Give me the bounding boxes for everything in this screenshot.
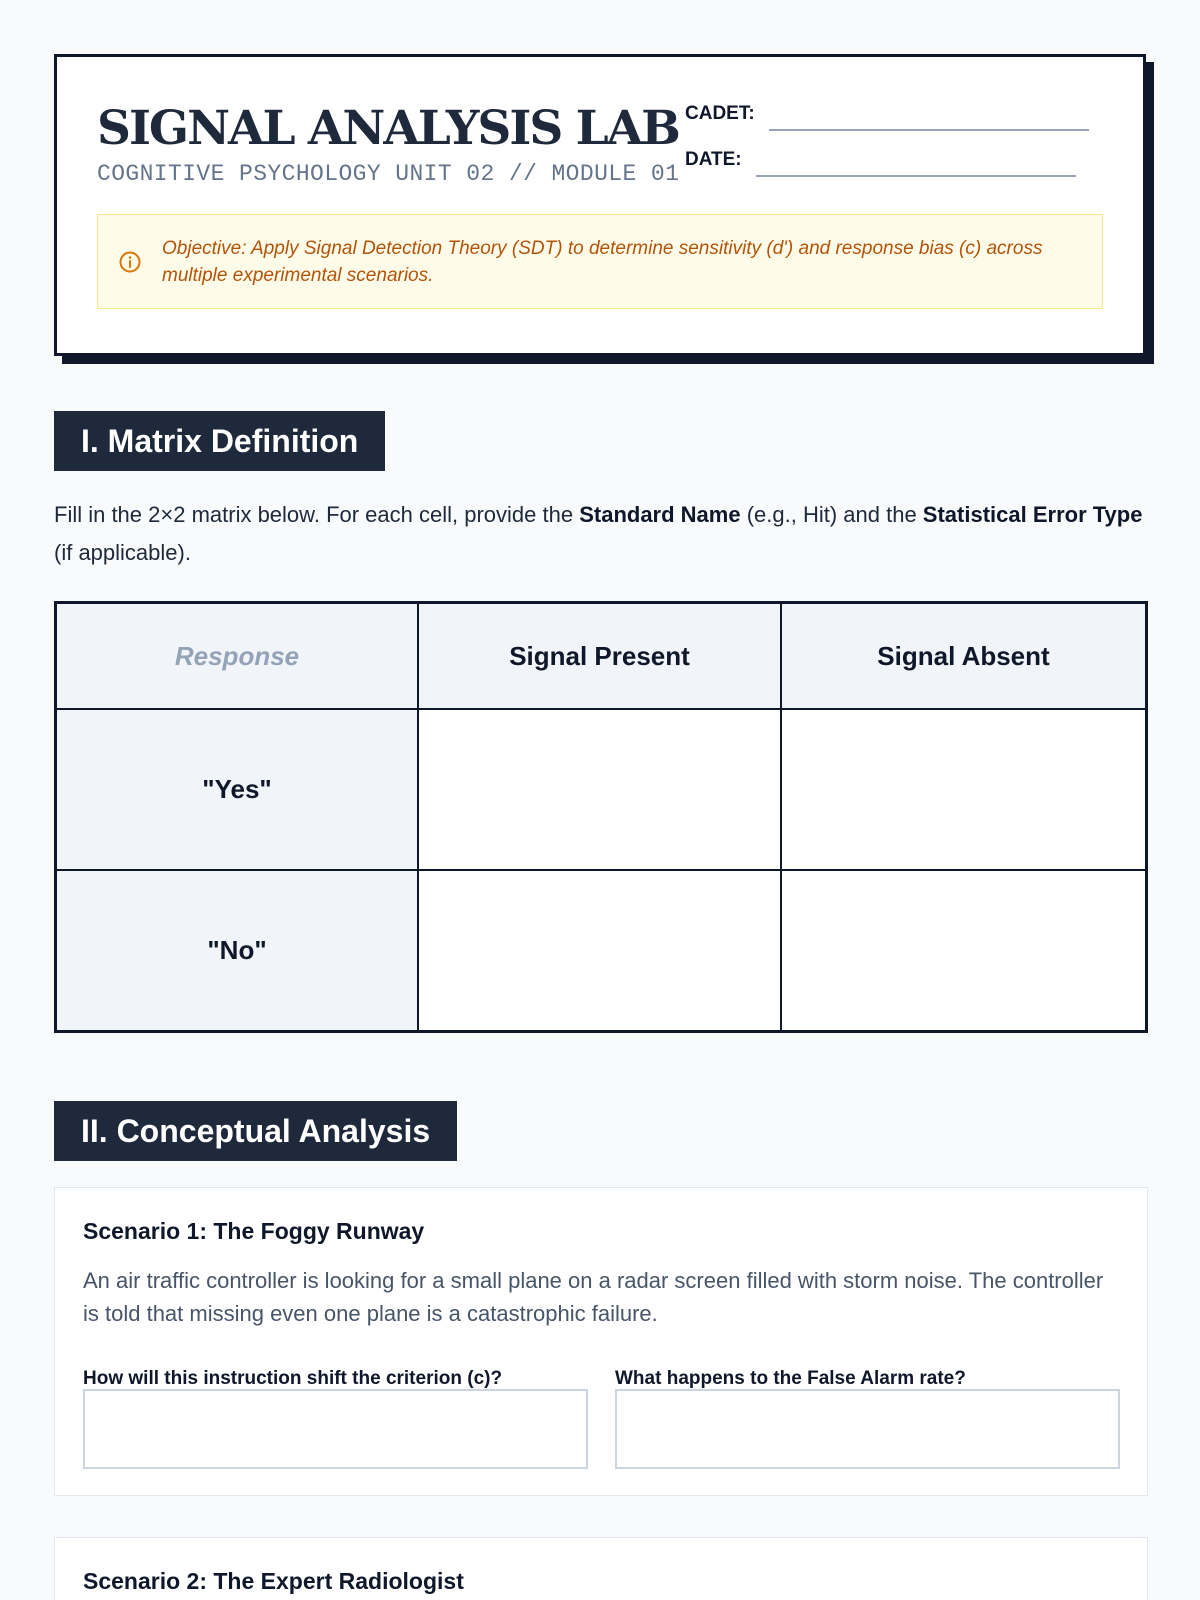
instructions-emphasis: Standard Name bbox=[579, 502, 741, 527]
scenario-card bbox=[54, 1537, 1148, 1600]
date-input-line[interactable] bbox=[756, 175, 1076, 177]
section-heading-analysis: II. Conceptual Analysis bbox=[54, 1101, 457, 1161]
scenario-title: Scenario 1: The Foggy Runway bbox=[83, 1218, 425, 1244]
section-heading-matrix: I. Matrix Definition bbox=[54, 411, 385, 471]
cadet-field[interactable] bbox=[685, 103, 1089, 125]
scenario-description: An air traffic controller is looking for a small plane on a radar screen filled with storm noise. The controller is told that missing even one plane is a catastrophic failure. bbox=[83, 1268, 1104, 1326]
objective-text: Objective: Apply Signal Detection Theory (SDT) to determine sensitivity (d') and response bias (c) across multiple experimental scenarios. bbox=[162, 237, 1043, 286]
cadet-input-line[interactable] bbox=[769, 129, 1089, 131]
matrix-corner-label: Response bbox=[57, 604, 419, 710]
header-card bbox=[54, 54, 1146, 356]
info-icon bbox=[118, 250, 142, 274]
instructions-emphasis: Statistical Error Type bbox=[922, 502, 1143, 527]
date-field[interactable] bbox=[685, 149, 1076, 171]
scenario-title: Scenario 2: The Expert Radiologist bbox=[83, 1568, 464, 1594]
date-label: DATE: bbox=[685, 149, 742, 170]
page-subtitle: COGNITIVE PSYCHOLOGY UNIT 02 // MODULE 01 bbox=[97, 161, 680, 187]
sdt-matrix bbox=[54, 601, 1148, 1033]
false-alarm-answer-box[interactable] bbox=[615, 1389, 1120, 1469]
instructions-text: (if applicable). bbox=[54, 540, 191, 565]
objective-callout bbox=[97, 214, 1103, 309]
page-title: SIGNAL ANALYSIS LAB bbox=[97, 101, 679, 156]
matrix-instructions bbox=[54, 496, 1154, 572]
matrix-row-header: "Yes" bbox=[57, 710, 419, 871]
criterion-answer-box[interactable] bbox=[83, 1389, 588, 1469]
matrix-answer-cell[interactable] bbox=[782, 710, 1145, 871]
matrix-col-header: Signal Present bbox=[419, 604, 782, 710]
matrix-answer-cell[interactable] bbox=[782, 871, 1145, 1030]
matrix-answer-cell[interactable] bbox=[419, 710, 782, 871]
matrix-col-header: Signal Absent bbox=[782, 604, 1145, 710]
question-label: What happens to the False Alarm rate? bbox=[615, 1368, 966, 1389]
question-label: How will this instruction shift the criterion (c)? bbox=[83, 1368, 503, 1389]
cadet-label: CADET: bbox=[685, 103, 755, 124]
matrix-answer-cell[interactable] bbox=[419, 871, 782, 1030]
scenario-card bbox=[54, 1187, 1148, 1496]
instructions-text: (e.g., Hit) and the bbox=[740, 502, 923, 527]
instructions-text: Fill in the 2×2 matrix below. For each cell, provide the bbox=[54, 502, 580, 527]
matrix-row-header: "No" bbox=[57, 871, 419, 1030]
